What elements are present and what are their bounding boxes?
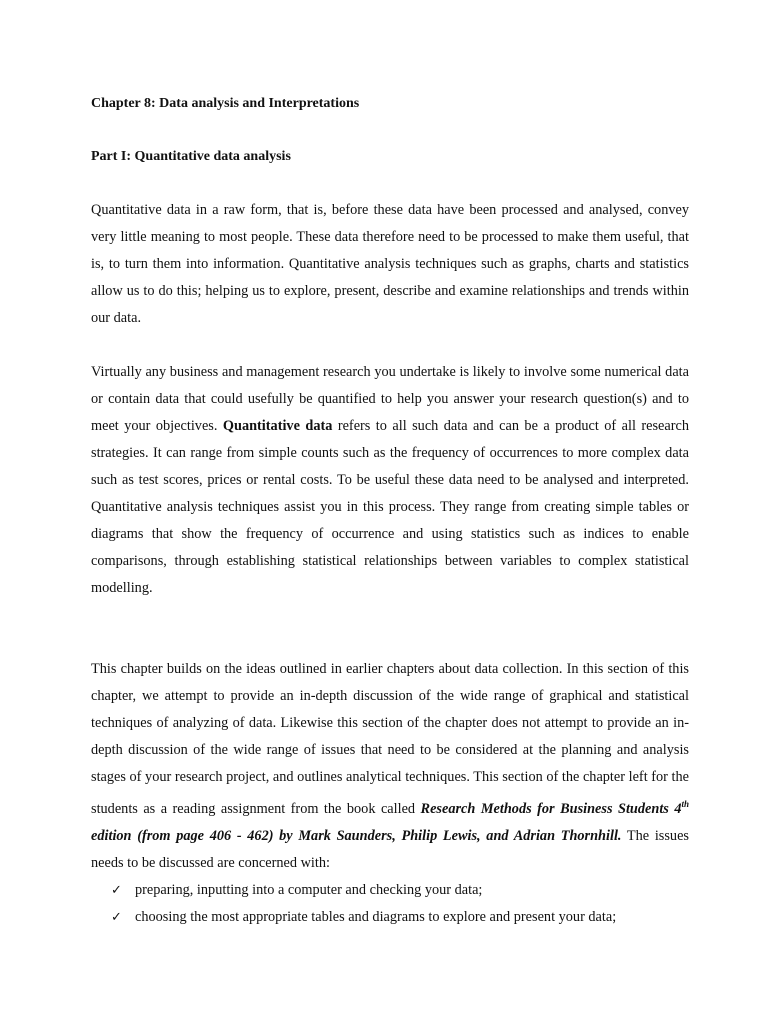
list-item-text: preparing, inputting into a computer and checking your data;: [135, 881, 483, 898]
paragraph-quantitative-data: [91, 359, 689, 602]
list-item-text: choosing the most appropriate tables and diagrams to explore and present your data;: [135, 908, 617, 925]
book-details: edition (from page 406 - 462) by Mark Saunders, Philip Lewis, and Adrian Thornhill.: [91, 827, 622, 844]
checkmark-icon: ✓: [111, 909, 122, 925]
paragraph-text: refers to all such data and can be a product of all research strategies. It can range from simple counts such as the frequency of occurrences to more complex data such as test scores, prices or rental costs. To be useful these data need to be analysed and interpreted. Quantitative analysis techniques assist you in this process. They range from creating simple tables or diagrams that show the frequency of occurrence and using statistics such as indices to enable comparisons, through establishing statistical relationships between variables to complex statistical modelling.: [91, 418, 689, 596]
chapter-title: Chapter 8: Data analysis and Interpretations: [91, 96, 360, 111]
edition-superscript: th: [681, 799, 689, 809]
checkmark-icon: ✓: [111, 882, 122, 898]
list-item: [91, 904, 689, 931]
paragraph-text: The issues needs to be discussed are concerned with:: [91, 827, 689, 871]
paragraph-intro: Quantitative data in a raw form, that is, before these data have been processed and analysed, convey very little meaning to most people. These data therefore need to be processed to make them useful, that is, to turn them into information. Quantitative analysis techniques such as graphs, charts and statistics allow us to do this; helping us to explore, present, describe and examine relationships and trends within our data.: [91, 202, 689, 326]
part-title: Part I: Quantitative data analysis: [91, 149, 291, 164]
paragraph-chapter-scope: [91, 656, 689, 877]
issues-checklist: [91, 877, 689, 931]
paragraph-text: This chapter builds on the ideas outlined in earlier chapters about data collection. In this section of this chapter, we attempt to provide an in-depth discussion of the wide range of graphical and statistical techniques of analyzing of data. Likewise this section of the chapter does not attempt to provide an in-depth discussion of the wide range of issues that need to be considered at the planning and analysis stages of your research project, and outlines analytical techniques. This section of the chapter left for the students as a reading assignment from the book called: [91, 661, 689, 817]
paragraph-text: Virtually any business and management research you undertake is likely to involve some numerical data or contain data that could usefully be quantified to help you answer your research question(s) and to meet your objectives.: [91, 364, 689, 434]
document-page: [91, 86, 689, 931]
list-item: [91, 877, 689, 904]
book-title: Research Methods for Business Students 4: [420, 800, 682, 817]
bold-term: Quantitative data: [222, 418, 333, 434]
